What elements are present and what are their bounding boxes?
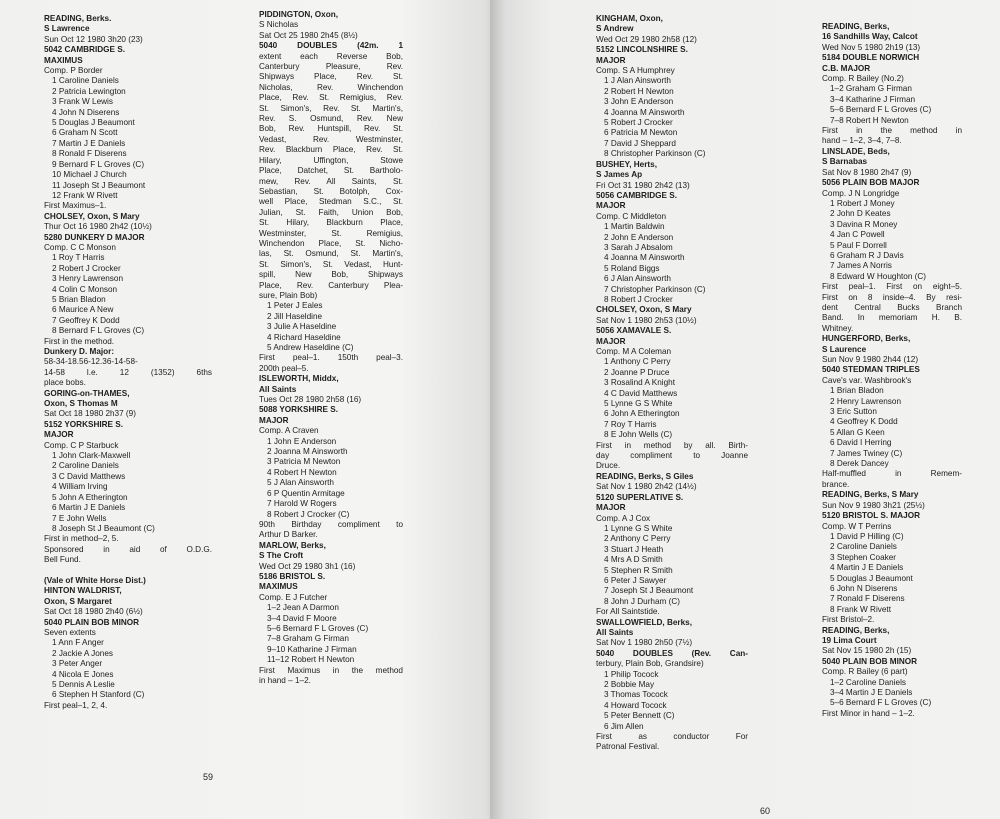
text-line: Rev. S. Osmund, Rev. New [259, 114, 403, 124]
text-line: Thur Oct 16 1980 2h42 (10½) [44, 222, 152, 232]
text-line: spill, New Bob, Shipways [259, 270, 403, 280]
entry-heading-line: 5120 SUPERLATIVE S. [596, 492, 684, 502]
text-line: Sebastian, St. Botolph, Cox- [259, 186, 403, 196]
text-line: 3 Stephen Coaker [830, 552, 896, 562]
text-line: For All Saintstide. [596, 607, 660, 617]
text-line: 3 Sarah J Absalom [604, 242, 673, 252]
entry-heading-line: 5120 BRISTOL S. MAJOR [822, 511, 920, 521]
text-line: 7 Ronald F Diserens [830, 594, 905, 604]
text-line: 6 Peter J Sawyer [604, 575, 667, 585]
entry-heading-line: READING, Berks, S Giles [596, 471, 694, 481]
text-line: 1 Martin Baldwin [604, 222, 665, 232]
text-line: 7–8 Robert H Newton [830, 115, 909, 125]
text-line: 6 Stephen H Stanford (C) [52, 690, 145, 700]
text-line: 5 Paul F Dorrell [830, 240, 887, 250]
text-line: 3 Rosalind A Knight [604, 378, 676, 388]
text-line: 1 Caroline Daniels [52, 76, 119, 86]
text-line: First in the method in [822, 126, 962, 136]
text-line: 1 Robert J Money [830, 198, 895, 208]
text-line: 6 J Alan Ainsworth [604, 274, 671, 284]
text-line: 5 Lynne G S White [604, 399, 673, 409]
text-line: Wed Oct 29 1980 2h58 (12) [596, 34, 697, 44]
text-line: 8 Frank W Rivett [830, 604, 891, 614]
text-line: Comp. M A Coleman [596, 347, 672, 356]
text-line: Rev. Blackburn Place, Rev. St. [259, 145, 403, 155]
left-column-2 [259, 10, 403, 686]
text-line: 6 David I Herring [830, 438, 892, 448]
text-line: 3 Thomas Tocock [604, 690, 668, 700]
text-line: 58-34-18.56-12.36-14-58- [44, 357, 138, 367]
text-line: 3 C David Matthews [52, 471, 126, 481]
entry-heading-line: (Vale of White Horse Dist.) [44, 575, 146, 585]
text-line: 2 John D Keates [830, 209, 891, 219]
text-line: las, St. Osmund, St. Martin's, [259, 249, 403, 259]
text-line: Comp. A Craven [259, 426, 319, 436]
text-line: 5 Brian Bladon [52, 294, 106, 304]
text-line: First peal–1, 2, 4. [44, 700, 108, 710]
text-line: Sat Nov 8 1980 2h47 (9) [822, 167, 912, 177]
entry-heading-line: MAJOR [596, 201, 626, 211]
entry-heading-line: CHOLSEY, Oxon, S Mary [44, 211, 140, 221]
entry-heading-line: KINGHAM, Oxon, [596, 14, 663, 23]
text-line: 8 Edward W Houghton (C) [830, 271, 927, 281]
text-line: 1 Philip Tocock [604, 669, 659, 679]
text-line: 4 Howard Tocock [604, 700, 667, 710]
entry-heading-line: MAJOR [596, 55, 626, 65]
text-line: 90th Birthday compliment to [259, 519, 403, 529]
text-line: 1 Brian Bladon [830, 386, 884, 396]
text-line: 4 Geoffrey K Dodd [830, 417, 898, 427]
entry-heading-line: PIDDINGTON, Oxon, [259, 10, 339, 19]
entry-heading-line: CHOLSEY, Oxon, S Mary [596, 305, 692, 315]
text-line: 2 Robert H Newton [604, 86, 674, 96]
text-line: 7 E John Wells [52, 513, 107, 523]
text-line: 7 David J Sheppard [604, 138, 676, 148]
text-line: Sat Oct 18 1980 2h40 (6½) [44, 607, 143, 617]
text-line: Sat Nov 1 1980 2h50 (7½) [596, 638, 693, 648]
text-line: 4 Jan C Powell [830, 230, 885, 240]
text-line: Sat Nov 1 1980 2h53 (10½) [596, 315, 697, 325]
right-column-1 [596, 14, 748, 753]
text-line: First Minor in hand – 1–2. [822, 708, 915, 718]
text-line: First Bristol–2. [822, 615, 875, 625]
text-line: Druce. [596, 461, 621, 471]
text-line: 6 Maurice A New [52, 305, 114, 315]
text-line: 6 Graham R J Davis [830, 250, 904, 260]
entry-heading-line: C.B. MAJOR [822, 63, 871, 73]
entry-heading-line: 5042 CAMBRIDGE S. [44, 45, 125, 55]
text-line: 8 Christopher Parkinson (C) [604, 149, 706, 159]
text-line: 200th peal–5. [259, 363, 309, 373]
entry-heading-line: HUNGERFORD, Berks, [822, 334, 911, 344]
entry-heading-line: 5040 PLAIN BOB MINOR [44, 617, 140, 627]
text-line: 14-58 l.e. 12 (1352) 6ths [44, 367, 212, 377]
entry-heading-line: 5280 DUNKERY D MAJOR [44, 232, 145, 242]
entry-heading-line: S Andrew [596, 24, 634, 34]
text-line: Place, Datchet, St. Bartholo- [259, 166, 403, 176]
text-line: 5 John A Etherington [52, 492, 128, 502]
text-line: hand – 1–2, 3–4, 7–8. [822, 136, 902, 146]
text-line: 5 J Alan Ainsworth [267, 478, 334, 488]
entry-heading-line: 5040 STEDMAN TRIPLES [822, 365, 920, 375]
text-line: Arthur D Barker. [259, 530, 318, 540]
text-line: First peal–1. 150th peal–3. [259, 353, 403, 363]
entry-heading-line: 5088 YORKSHIRE S. [259, 405, 339, 415]
text-line: Comp. R Bailey (No.2) [822, 74, 904, 84]
text-line: Comp. C P Starbuck [44, 440, 119, 450]
text-line: 8 John J Durham (C) [604, 596, 680, 606]
text-line: Bell Fund. [44, 555, 81, 565]
text-line: 4 Colin C Monson [52, 284, 118, 294]
text-line: 3 Peter Anger [52, 659, 103, 669]
text-line: Cave's var. Washbrook's [822, 375, 912, 385]
entry-heading-line: S James Ap [596, 170, 643, 180]
text-line: 7 Geoffrey K Dodd [52, 315, 120, 325]
entry-heading-line: 5152 YORKSHIRE S. [44, 419, 124, 429]
text-line: 6 Patricia M Newton [604, 128, 678, 138]
entry-heading-line: 5040 PLAIN BOB MINOR [822, 656, 918, 666]
text-line: 7 Harold W Rogers [267, 499, 337, 509]
text-line: 4 C David Matthews [604, 388, 678, 398]
entry-heading-line: READING, Berks, [822, 22, 890, 31]
entry-heading-line: All Saints [596, 627, 634, 637]
text-line: Wed Nov 5 1980 2h19 (13) [822, 42, 921, 52]
text-line: Sat Oct 18 1980 2h37 (9) [44, 409, 136, 419]
entry-heading-line: 5056 XAMAVALE S. [596, 326, 672, 336]
text-line: First in the method. [44, 336, 115, 346]
text-line: 1 J Alan Ainsworth [604, 76, 671, 86]
text-line: 5 Andrew Haseldine (C) [267, 343, 354, 352]
text-line: 5 Allan G Keen [830, 427, 885, 437]
text-line: 7 James Twiney (C) [830, 448, 903, 458]
text-line: 4 Robert H Newton [267, 467, 337, 477]
text-line: 6 Jim Allen [604, 721, 644, 731]
text-line: 3–4 Martin J E Daniels [830, 688, 913, 697]
text-line: terbury, Plain Bob, Grandsire) [596, 659, 704, 669]
text-line: 8 Robert J Crocker [604, 294, 673, 304]
text-line: 4 Mrs A D Smith [604, 555, 663, 565]
text-line: 5 Roland Biggs [604, 263, 660, 273]
text-line: Sponsored in aid of O.D.G. [44, 544, 212, 554]
text-line: 5 Dennis A Leslie [52, 680, 115, 689]
entry-heading-line: MAJOR [44, 430, 74, 440]
text-line: dent Central Bucks Branch [822, 302, 962, 312]
text-line: 1 Lynne G S White [604, 523, 673, 533]
text-line: Place, Rev. St. Remigius, Rev. [259, 93, 403, 103]
text-line: 1 David P Hilling (C) [830, 531, 904, 541]
left-column-1 [44, 14, 212, 711]
text-line: 3 Eric Sutton [830, 407, 877, 417]
text-line: Comp. S A Humphrey [596, 66, 675, 76]
text-line: Comp. E J Futcher [259, 592, 328, 602]
text-line: 3 Frank W Lewis [52, 97, 113, 107]
entry-heading-line: READING, Berks. [44, 14, 112, 23]
text-line: mew, Rev. All Saints, St. [259, 176, 403, 186]
entry-heading-line: 16 Sandhills Way, Calcot [822, 32, 918, 42]
text-line: Westminster, St. Remigius, [259, 228, 403, 238]
text-line: 3–4 Katharine J Firman [830, 94, 916, 104]
text-line: in hand – 1–2. [259, 676, 311, 685]
text-line: 2 Bobbie May [604, 680, 655, 689]
text-line: 7–8 Graham G Firman [267, 634, 349, 644]
text-line: 3 Stuart J Heath [604, 544, 664, 554]
entry-heading-line: All Saints [259, 384, 297, 394]
text-line: 9 Bernard F L Groves (C) [52, 159, 145, 169]
text-line: 1 John E Anderson [267, 436, 337, 446]
text-line: Sat Nov 1 1980 2h42 (14½) [596, 482, 697, 492]
entry-heading-line: S Laurence [822, 344, 867, 354]
text-line: First as conductor For [596, 732, 748, 742]
text-line: Winchendon Place, St. Nicho- [259, 238, 403, 248]
text-line: 8 Robert J Crocker (C) [267, 509, 350, 519]
text-line: 6 Martin J E Daniels [52, 503, 126, 513]
text-line: 1 Anthony C Perry [604, 357, 671, 367]
entry-heading-line: 5152 LINCOLNSHIRE S. [596, 45, 688, 55]
entry-heading-line: MAXIMUS [259, 582, 298, 592]
text-line: Fri Oct 31 1980 2h42 (13) [596, 180, 690, 190]
text-line: 5 Stephen R Smith [604, 565, 673, 575]
text-line: 5 Douglas J Beaumont [830, 573, 913, 583]
entry-heading-line: GORING-on-THAMES, [44, 388, 130, 398]
text-line: 2 Henry Lawrenson [830, 396, 901, 406]
text-line: 4 Richard Haseldine [267, 332, 341, 342]
right-page [490, 0, 1000, 819]
entry-heading-line: LINSLADE, Beds, [822, 146, 890, 156]
entry-heading-line: Dunkery D. Major: [44, 347, 115, 356]
text-line: Whitney. [822, 323, 854, 333]
text-line: Hilary, Uffington, Stowe [259, 155, 403, 165]
entry-heading-line: Oxon, S Margaret [44, 596, 112, 606]
text-line: 2 Joanna M Ainsworth [267, 447, 348, 457]
right-column-2 [822, 22, 962, 719]
text-line: 2 John E Anderson [604, 232, 674, 242]
text-line [44, 566, 212, 576]
entry-heading-line: MARLOW, Berks, [259, 540, 326, 550]
text-line: 2 Joanne P Druce [604, 367, 670, 377]
text-line: 2 Robert J Crocker [52, 263, 121, 273]
entry-heading-line: S Lawrence [44, 24, 90, 34]
text-line: 8 E John Wells (C) [604, 430, 673, 440]
text-line: St. Simon's, St. Vedast, Hunt- [259, 259, 403, 269]
text-line: Comp. R Bailey (6 part) [822, 667, 908, 677]
text-line: 1 Roy T Harris [52, 253, 105, 263]
text-line: 2 Patricia Lewington [52, 86, 126, 96]
text-line: St. Hilary, Blackburn Place, [259, 218, 403, 228]
text-line: Julian, St. Faith, Union Bob, [259, 207, 403, 217]
text-line: 6 John N Diserens [830, 583, 898, 593]
text-line: 5 Robert J Crocker [604, 118, 673, 128]
text-line: 7 Martin J E Daniels [52, 138, 126, 148]
entry-heading-line: READING, Berks, S Mary [822, 490, 919, 500]
text-line: Sat Nov 15 1980 2h (15) [822, 646, 912, 656]
text-line: 5–6 Bernard F L Groves (C) [830, 698, 932, 708]
text-line: 3–4 David F Moore [267, 613, 337, 623]
text-line: 1–2 Jean A Darmon [267, 603, 339, 613]
text-line: Vedast, Rev. Westminster, [259, 134, 403, 144]
text-line: 5 Peter Bennett (C) [604, 711, 675, 721]
entry-heading-line: BUSHEY, Herts, [596, 159, 657, 169]
text-line: 4 Joanna M Ainsworth [604, 107, 685, 117]
text-line: 6 Graham N Scott [52, 128, 118, 138]
text-line: Patronal Festival. [596, 742, 660, 752]
text-line: Comp. C Middleton [596, 211, 667, 221]
entry-heading-line: Oxon, S Thomas M [44, 399, 118, 409]
text-line: 5–6 Bernard F L Groves (C) [830, 105, 932, 115]
entry-heading-line: S Barnabas [822, 157, 868, 167]
entry-heading-line: 5186 BRISTOL S. [259, 571, 326, 581]
text-line: 12 Frank W Rivett [52, 190, 118, 200]
text-line: First Maximus in the method [259, 665, 403, 675]
text-line: 8 Joseph St J Beaumont (C) [52, 523, 155, 533]
text-line: Comp. A J Cox [596, 513, 651, 523]
entry-heading-line: S The Croft [259, 551, 304, 561]
page-number-right: 60 [760, 806, 771, 816]
text-line: St. Simon's, Rev. St. Martin's, [259, 103, 403, 113]
text-line: 1 John Clark-Maxwell [52, 451, 131, 461]
text-line: Canterbury Pleasure, Rev. [259, 62, 403, 72]
text-line: 4 Joanna M Ainsworth [604, 253, 685, 263]
entry-heading-line: 5040 DOUBLES (42m. 1 [259, 41, 403, 51]
entry-heading-line: 5040 DOUBLES (Rev. Can- [596, 648, 748, 658]
text-line: 11–12 Robert H Newton [267, 655, 355, 665]
text-line: 2 Anthony C Perry [604, 534, 671, 544]
entry-heading-line: MAJOR [259, 415, 289, 425]
text-line: 2 Jill Haseldine [267, 311, 323, 321]
text-line: day compliment to Joanne [596, 451, 748, 461]
text-line: Half-muffled in Remem- [822, 469, 962, 479]
page-number-left: 59 [203, 772, 214, 782]
text-line: 7 Christopher Parkinson (C) [604, 284, 706, 294]
entry-heading-line: SWALLOWFIELD, Berks, [596, 617, 692, 627]
text-line: Seven extents [44, 627, 96, 637]
text-line: First on 8 inside–4. By resi- [822, 292, 962, 302]
text-line: 4 John N Diserens [52, 107, 120, 117]
text-line: 3 John E Anderson [604, 97, 674, 107]
text-line: 7 Roy T Harris [604, 419, 657, 429]
text-line: 1 Peter J Eales [267, 301, 323, 311]
text-line: S Nicholas [259, 20, 299, 30]
entry-heading-line: MAXIMUS [44, 55, 83, 65]
text-line: 3 Davina R Money [830, 219, 898, 229]
text-line: 8 Derek Dancey [830, 459, 889, 469]
text-line: 2 Jackie A Jones [52, 648, 113, 658]
text-line: 2 Caroline Daniels [830, 542, 897, 552]
text-line: Sun Nov 9 1980 2h44 (12) [822, 355, 919, 364]
entry-heading-line: 19 Lima Court [822, 635, 877, 645]
entry-heading-line: 5056 CAMBRIDGE S. [596, 190, 677, 200]
text-line: Tues Oct 28 1980 2h58 (16) [259, 395, 362, 405]
text-line: 4 William Irving [52, 482, 108, 492]
text-line: 10 Michael J Church [52, 170, 127, 180]
text-line: 1 Ann F Anger [52, 638, 104, 648]
text-line: 8 Bernard F L Groves (C) [52, 326, 145, 336]
text-line: 5 Douglas J Beaumont [52, 118, 135, 128]
text-line: Comp. J N Longridge [822, 188, 900, 198]
text-line: 4 Martin J E Daniels [830, 563, 904, 573]
text-line: First in method–2, 5. [44, 534, 119, 544]
text-line: First Maximus–1. [44, 201, 107, 211]
text-line: Nicholas, Rev. Winchendon [259, 82, 403, 92]
entry-heading-line: READING, Berks, [822, 625, 890, 635]
text-line: well Place, Stedman S.C., St. [259, 197, 403, 207]
text-line: 5–6 Bernard F L Groves (C) [267, 623, 369, 633]
text-line: Comp. P Border [44, 66, 103, 76]
text-line: Sun Oct 12 1980 3h20 (23) [44, 34, 143, 44]
text-line: 9–10 Katharine J Firman [267, 644, 357, 654]
text-line: Sat Oct 25 1980 2h45 (8½) [259, 30, 358, 40]
text-line: 4 Nicola E Jones [52, 669, 114, 679]
text-line: 3 Patricia M Newton [267, 457, 341, 467]
text-line: 1–2 Caroline Daniels [830, 677, 907, 687]
text-line: Comp. W T Perrins [822, 521, 892, 531]
text-line: 6 P Quentin Armitage [267, 488, 345, 498]
text-line: 8 Ronald F Diserens [52, 149, 127, 159]
text-line: 3 Julie A Haseldine [267, 322, 337, 332]
text-line: First peal–1. First on eight–5. [822, 282, 962, 292]
entry-heading-line: MAJOR [596, 503, 626, 513]
text-line: Sun Nov 9 1980 3h21 (25½) [822, 500, 925, 510]
text-line: sure, Plain Bob) [259, 290, 318, 300]
text-line: place bobs. [44, 378, 86, 388]
text-line: Band. In memoriam H. B. [822, 313, 962, 323]
text-line: 1–2 Graham G Firman [830, 84, 912, 94]
text-line: 3 Henry Lawrenson [52, 274, 123, 284]
text-line: 6 John A Etherington [604, 409, 680, 419]
text-line: 7 Joseph St J Beaumont [604, 586, 694, 596]
text-line: 2 Caroline Daniels [52, 461, 119, 471]
entry-heading-line: 5056 PLAIN BOB MAJOR [822, 178, 920, 188]
text-line: First in method by all. Birth- [596, 440, 748, 450]
text-line: 11 Joseph St J Beaumont [52, 180, 146, 190]
text-line: extent each Reverse Bob, [259, 51, 403, 61]
text-line: Wed Oct 29 1980 3h1 (16) [259, 561, 356, 571]
text-line: Comp. C C Monson [44, 242, 116, 252]
entry-heading-line: ISLEWORTH, Middx, [259, 374, 339, 384]
entry-heading-line: HINTON WALDRIST, [44, 586, 122, 596]
entry-heading-line: MAJOR [596, 336, 626, 346]
text-line: Bob, Rev. Huntspill, Rev. St. [259, 124, 403, 134]
entry-heading-line: 5184 DOUBLE NORWICH [822, 53, 920, 63]
text-line: Shipways Place, Rev. St. [259, 72, 403, 82]
text-line: brance. [822, 479, 850, 489]
text-line: Place, Rev. Canterbury Plea- [259, 280, 403, 290]
text-line: 7 James A Norris [830, 261, 892, 271]
